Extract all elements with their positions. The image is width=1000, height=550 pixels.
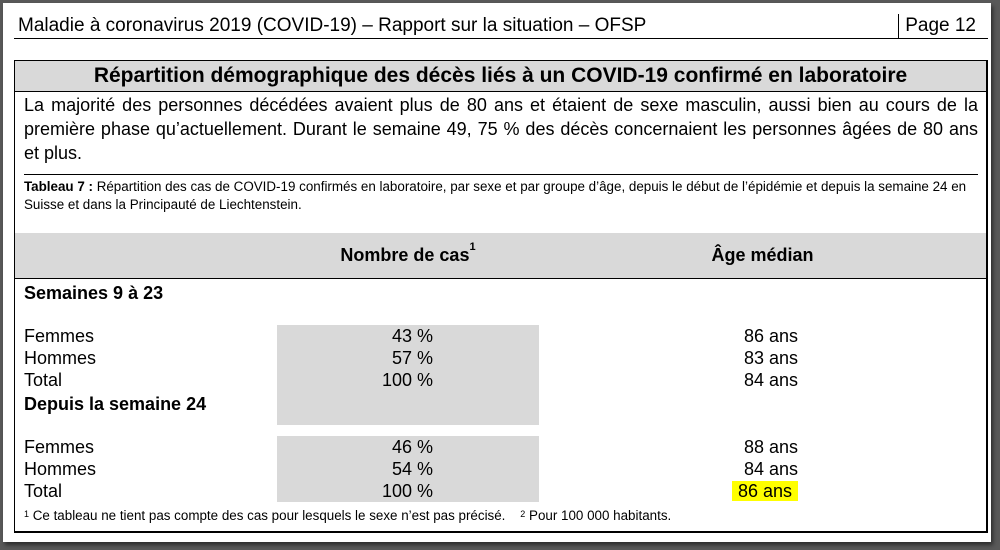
table-caption (24, 178, 972, 214)
spacer-row (15, 311, 986, 325)
table-row (15, 369, 986, 391)
row-cases: 100 % (277, 480, 539, 502)
table-header-row (15, 233, 986, 278)
header-divider (898, 14, 899, 38)
table-row (15, 436, 986, 458)
row-cases: 43 % (277, 325, 539, 347)
row-cases: 57 % (277, 347, 539, 369)
group-title: Depuis la semaine 24 (24, 394, 207, 414)
data-table (15, 233, 986, 502)
row-label: Hommes (24, 459, 97, 479)
row-cases: 54 % (277, 458, 539, 480)
caption-text: Répartition des cas de COVID-19 confirmés en laboratoire, par sexe et par groupe d’âge, depuis le début de l’épidémie et depuis la semaine 24 en Suisse et dans la Principauté de Liechtenstein. (24, 179, 967, 212)
row-label: Femmes (24, 326, 95, 346)
table-footnotes (24, 507, 671, 525)
header-title: Maladie à coronavirus 2019 (COVID-19) – Rapport sur la situation – OFSP (18, 15, 647, 36)
header-cases (277, 233, 539, 278)
document-page (3, 3, 991, 542)
row-age (539, 480, 986, 502)
row-cases: 100 % (277, 369, 539, 391)
row-age: 84 ans (743, 370, 798, 390)
footnote-2-mark: 2 (520, 509, 526, 519)
footnote-1-mark: 1 (24, 509, 30, 519)
page-header (14, 14, 988, 39)
row-label: Hommes (24, 348, 97, 368)
group-row (15, 391, 986, 425)
row-cases: 46 % (277, 436, 539, 458)
row-age: 84 ans (743, 459, 798, 479)
spacer-cell (277, 425, 539, 436)
group-row (15, 278, 986, 311)
header-empty-cell (15, 233, 277, 278)
caption-label: Tableau 7 : (24, 179, 93, 194)
footnote-2: Pour 100 000 habitants. (525, 508, 672, 523)
row-label: Total (24, 481, 63, 501)
row-label: Total (24, 370, 63, 390)
spacer-row (15, 425, 986, 436)
caption-rule (24, 174, 978, 175)
table-row (15, 325, 986, 347)
row-age: 86 ans (743, 326, 798, 346)
row-age: 83 ans (743, 348, 798, 368)
page-number: Page 12 (905, 15, 976, 36)
highlighted-value: 86 ans (732, 481, 798, 501)
row-label: Femmes (24, 437, 95, 457)
footnote-1: Ce tableau ne tient pas compte des cas pour lesquels le sexe n’est pas précisé. (29, 508, 506, 523)
header-cases-label: Nombre de cas (340, 245, 470, 265)
row-age: 88 ans (743, 437, 798, 457)
spacer-cell (277, 391, 539, 425)
section-title: Répartition démographique des décès liés à un COVID-19 confirmé en laboratoire (15, 61, 986, 92)
table-row (15, 347, 986, 369)
header-cases-footnote-mark: 1 (469, 241, 476, 253)
table-row (15, 458, 986, 480)
spacer-cell (277, 311, 539, 325)
group-title: Semaines 9 à 23 (24, 283, 164, 303)
header-median-age: Âge médian (539, 233, 986, 278)
intro-paragraph: La majorité des personnes décédées avaient plus de 80 ans et étaient de sexe masculin, aussi bien au cours de la première phase qu’actuellement. Durant le semaine 49, 75 % des décès concernaient les personnes âgées de 80 ans et plus. (24, 95, 978, 163)
content-box (14, 60, 988, 533)
table-row (15, 480, 986, 502)
